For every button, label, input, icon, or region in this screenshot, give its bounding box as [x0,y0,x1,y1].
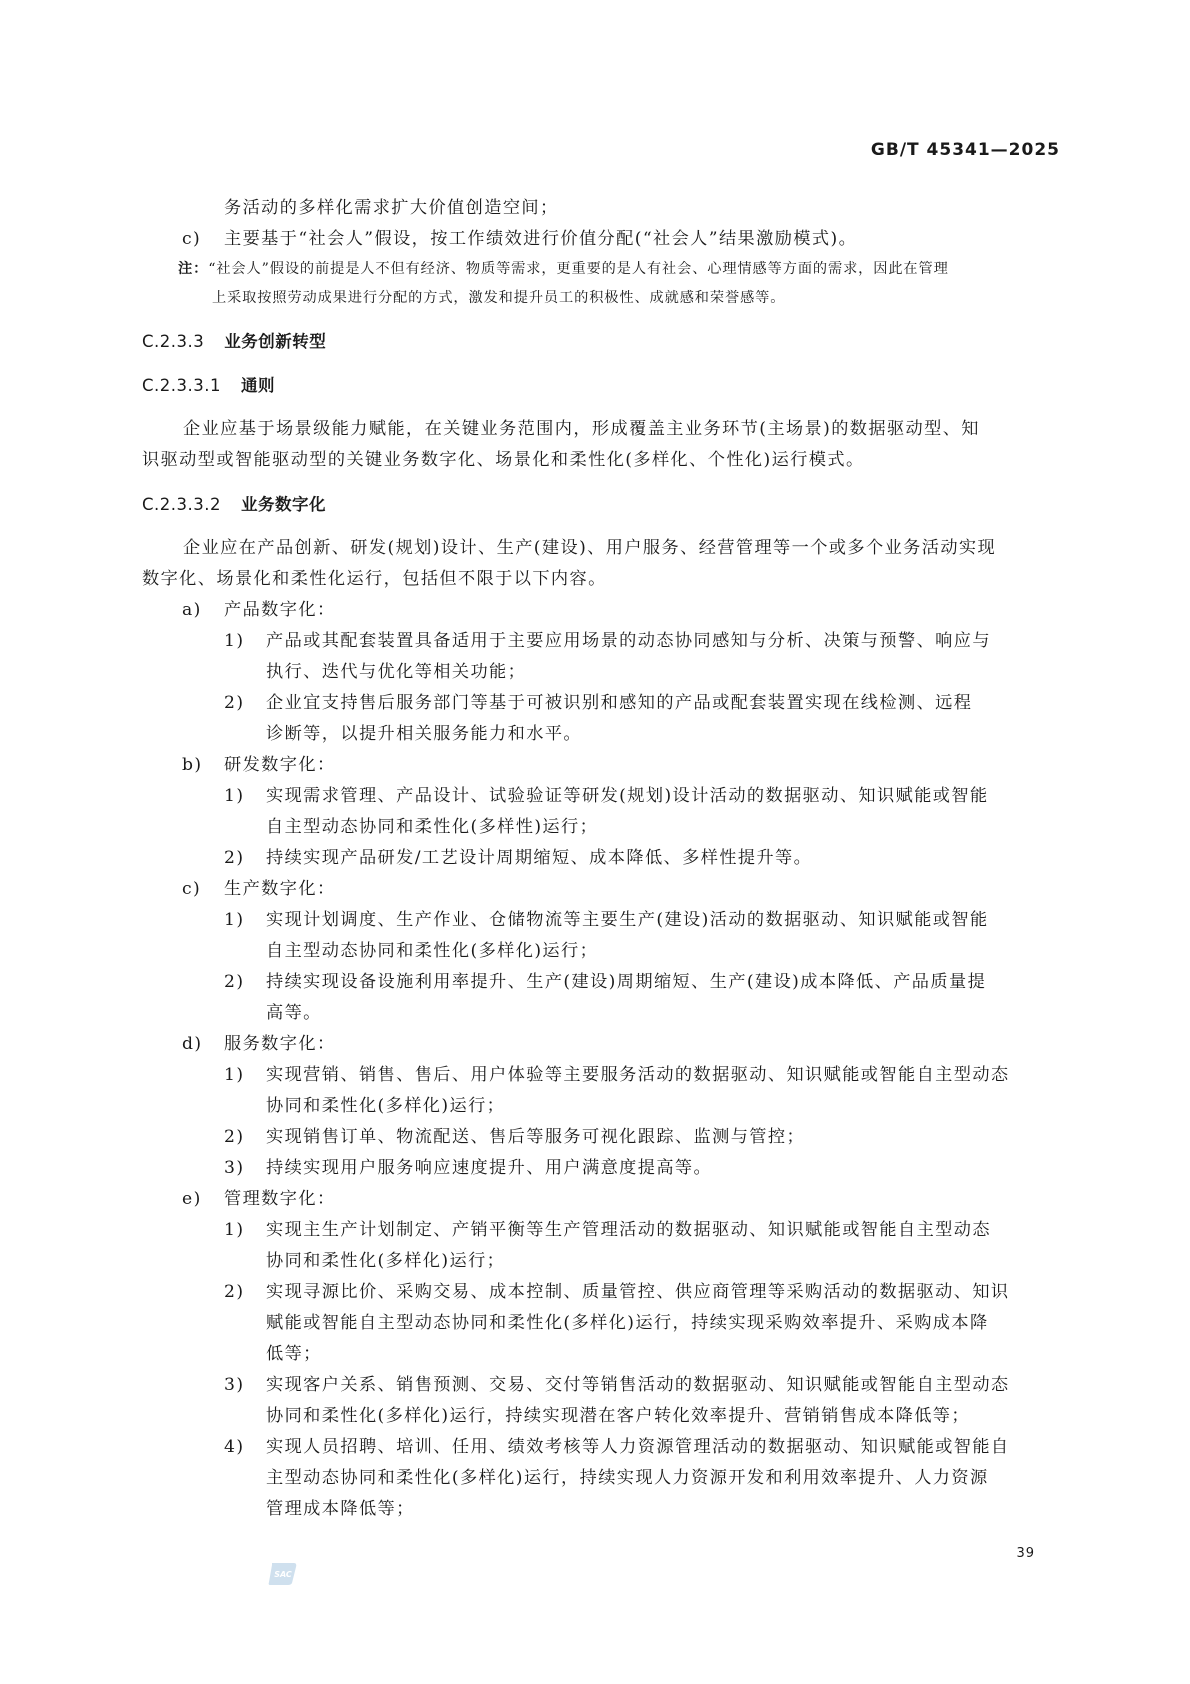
sub-line: 实现营销、销售、售后、用户体验等主要服务活动的数据驱动、知识赋能或智能自主型动态 [266,1065,1010,1085]
sub-line: 自主型动态协同和柔性化(多样性)运行； [266,817,599,837]
sub-item [142,781,1058,843]
list-text: 主要基于“社会人”假设，按工作绩效进行价值分配(“社会人”结果激励模式)。 [224,229,858,249]
sub-item [142,626,1058,688]
sub-item [142,1432,1058,1525]
sub-item [142,843,1058,874]
sub-line: 企业宜支持售后服务部门等基于可被识别和感知的产品或配套装置实现在线检测、远程 [266,693,973,713]
sub-line: 协同和柔性化(多样化)运行； [266,1096,506,1116]
sub-line: 实现客户关系、销售预测、交易、交付等销售活动的数据驱动、知识赋能或智能自主型动态 [266,1375,1010,1395]
paragraph-line: 数字化、场景化和柔性化运行，包括但不限于以下内容。 [142,569,607,589]
sub-item [142,905,1058,967]
sub-marker: 1) [224,1065,245,1085]
sub-marker: 2) [224,972,245,992]
sub-marker: 2) [224,1282,245,1302]
note-line-2: 上采取按照劳动成果进行分配的方式，激发和提升员工的积极性、成就感和荣誉感等。 [212,290,786,306]
heading-title: 通则 [241,376,275,395]
list-item-c2 [142,874,1058,905]
heading-c2333 [142,326,1058,357]
sub-line: 实现计划调度、生产作业、仓储物流等主要生产(建设)活动的数据驱动、知识赋能或智能 [266,910,989,930]
sub-line: 协同和柔性化(多样化)运行； [266,1251,506,1271]
sub-item [142,967,1058,1029]
sub-marker: 3) [224,1375,245,1395]
sub-marker: 2) [224,1127,245,1147]
sub-line: 高等。 [266,1003,322,1023]
note-marker: 注： [178,261,209,277]
sub-line: 持续实现产品研发/工艺设计周期缩短、成本降低、多样性提升等。 [266,848,813,868]
sub-item [142,1153,1058,1184]
paragraph-line: 企业应在产品创新、研发(规划)设计、生产(建设)、用户服务、经营管理等一个或多个业务活动实现 [183,538,997,558]
list-marker: e) [182,1189,202,1209]
heading-c23331 [142,370,1058,401]
svg-text:SAC: SAC [274,1570,292,1579]
sub-item [142,688,1058,750]
sub-item [142,1370,1058,1432]
sub-line: 低等； [266,1344,322,1364]
continued-text: 务活动的多样化需求扩大价值创造空间； [224,198,559,218]
list-marker: d) [182,1034,203,1054]
note-line-1: “社会人”假设的前提是人不但有经济、物质等需求，更重要的是人有社会、心理情感等方面的需求，因此在管理 [208,261,949,277]
sub-line: 协同和柔性化(多样化)运行，持续实现潜在客户转化效率提升、营销销售成本降低等； [266,1406,970,1426]
sub-item [142,1122,1058,1153]
list-marker: a) [182,600,202,620]
sub-marker: 1) [224,1220,245,1240]
list-marker: b) [182,755,203,775]
list-marker: c) [182,229,202,249]
list-item-a [142,595,1058,626]
sub-item [142,1277,1058,1370]
sub-line: 实现需求管理、产品设计、试验验证等研发(规划)设计活动的数据驱动、知识赋能或智能 [266,786,989,806]
sub-line: 自主型动态协同和柔性化(多样化)运行； [266,941,599,961]
list-item-c [142,224,1058,255]
sub-marker: 4) [224,1437,245,1457]
list-text: 产品数字化： [224,600,336,620]
sub-line: 实现销售订单、物流配送、售后等服务可视化跟踪、监测与管控； [266,1127,806,1147]
sub-line: 管理成本降低等； [266,1499,415,1519]
sub-item [142,1215,1058,1277]
sub-marker: 2) [224,848,245,868]
heading-title: 业务创新转型 [224,332,327,351]
heading-c23332 [142,489,1058,520]
list-item-b [142,750,1058,781]
list-text: 服务数字化： [224,1034,336,1054]
list-text: 研发数字化： [224,755,336,775]
sub-line: 主型动态协同和柔性化(多样化)运行，持续实现人力资源开发和利用效率提升、人力资源 [266,1468,989,1488]
document-body [142,193,1058,1525]
sub-line: 赋能或智能自主型动态协同和柔性化(多样化)运行，持续实现采购效率提升、采购成本降 [266,1313,989,1333]
heading-number: C.2.3.3 [142,332,205,351]
sub-line: 持续实现用户服务响应速度提升、用户满意度提高等。 [266,1158,713,1178]
paragraph-general [142,414,1058,476]
page-number: 39 [1016,1546,1035,1561]
sub-marker: 2) [224,693,245,713]
sub-line: 产品或其配套装置具备适用于主要应用场景的动态协同感知与分析、决策与预警、响应与 [266,631,991,651]
sac-logo-icon [268,1559,298,1587]
sub-marker: 1) [224,786,245,806]
sub-item [142,1060,1058,1122]
list-text: 生产数字化： [224,879,336,899]
sub-line: 实现人员招聘、培训、任用、绩效考核等人力资源管理活动的数据驱动、知识赋能或智能自 [266,1437,1010,1457]
sub-line: 实现寻源比价、采购交易、成本控制、质量管控、供应商管理等采购活动的数据驱动、知识 [266,1282,1010,1302]
sub-marker: 1) [224,631,245,651]
list-marker: c) [182,879,202,899]
list-text: 管理数字化： [224,1189,336,1209]
note [142,255,1058,313]
sub-line: 诊断等，以提升相关服务能力和水平。 [266,724,582,744]
sub-marker: 3) [224,1158,245,1178]
paragraph-line: 识驱动型或智能驱动型的关键业务数字化、场景化和柔性化(多样化、个性化)运行模式。 [142,450,865,470]
heading-number: C.2.3.3.2 [142,495,221,514]
heading-number: C.2.3.3.1 [142,376,221,395]
sub-marker: 1) [224,910,245,930]
sub-line: 持续实现设备设施利用率提升、生产(建设)周期缩短、生产(建设)成本降低、产品质量提 [266,972,987,992]
heading-title: 业务数字化 [241,495,326,514]
paragraph-digitalization [142,533,1058,595]
sub-line: 执行、迭代与优化等相关功能； [266,662,527,682]
sub-line: 实现主生产计划制定、产销平衡等生产管理活动的数据驱动、知识赋能或智能自主型动态 [266,1220,991,1240]
list-item-d [142,1029,1058,1060]
paragraph-line: 企业应基于场景级能力赋能，在关键业务范围内，形成覆盖主业务环节(主场景)的数据驱动型、知 [183,419,980,439]
list-item-e [142,1184,1058,1215]
standard-code: GB/T 45341—2025 [870,140,1060,160]
